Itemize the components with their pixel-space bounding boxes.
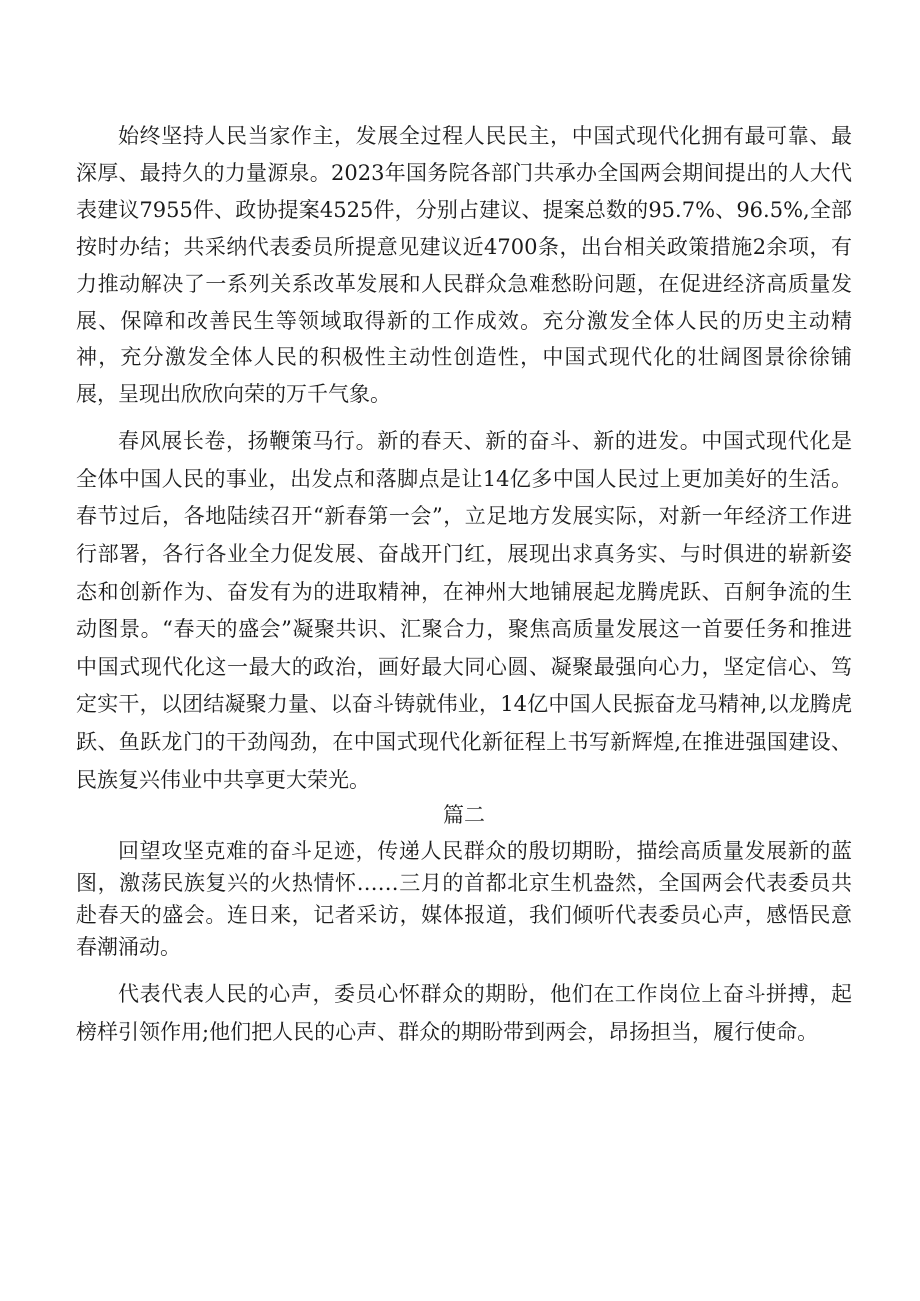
document-body bbox=[76, 118, 852, 1051]
paragraph-people-democracy: 始终坚持人民当家作主，发展全过程人民民主，中国式现代化拥有最可靠、最深厚、最持久的力量源泉。2023年国务院各部门共承办全国两会期间提出的人大代表建议7955件、政协提案4525件，分别占建议、提案总数的95.7%、96.5%,全部按时办结；共采纳代表委员所提意见建议近4700条，出台相关政策措施2余项，有力推动解决了一系列关系改革发展和人民群众急难愁盼问题，在促进经济高质量发展、保障和改善民生等领域取得新的工作成效。充分激发全体人民的历史主动精神，充分激发全体人民的积极性主动性创造性，中国式现代化的壮阔图景徐徐铺展，呈现出欣欣向荣的万千气象。 bbox=[76, 124, 852, 407]
paragraph-spring-scroll: 春风展长卷，扬鞭策马行。新的春天、新的奋斗、新的进发。中国式现代化是全体中国人民的事业，出发点和落脚点是让14亿多中国人民过上更加美好的生活。春节过后，各地陆续召开“新春第一会”，立足地方发展实际，对新一年经济工作进行部署，各行各业全力促发展、奋战开门红，展现出求真务实、与时俱进的崭新姿态和创新作为、奋发有为的进取精神，在神州大地铺展起龙腾虎跃、百舸争流的生动图景。“春天的盛会”凝聚共识、汇聚合力，聚焦高质量发展这一首要任务和推进中国式现代化这一最大的政治，画好最大同心圆、凝聚最强向心力，坚定信心、笃定实干，以团结凝聚力量、以奋斗铸就伟业，14亿中国人民振奋龙马精神,以龙腾虎跃、鱼跃龙门的干劲闯劲，在中国式现代化新征程上书写新辉煌,在推进强国建设、民族复兴伟业中共享更大荣光。 bbox=[76, 429, 852, 792]
paragraph-two-sessions: 回望攻坚克难的奋斗足迹，传递人民群众的殷切期盼，描绘高质量发展新的蓝图，激荡民族复兴的火热情怀……三月的首都北京生机盎然，全国两会代表委员共赴春天的盛会。连日来，记者采访，媒体报道，我们倾听代表委员心声，感悟民意春潮涌动。 bbox=[76, 839, 852, 960]
paragraph-deputies-voice: 代表代表人民的心声，委员心怀群众的期盼，他们在工作岗位上奋斗拼搏，起榜样引领作用;他们把人民的心声、群众的期盼带到两会，昂扬担当，履行使命。 bbox=[76, 982, 852, 1045]
section-heading: 篇二 bbox=[443, 803, 485, 828]
